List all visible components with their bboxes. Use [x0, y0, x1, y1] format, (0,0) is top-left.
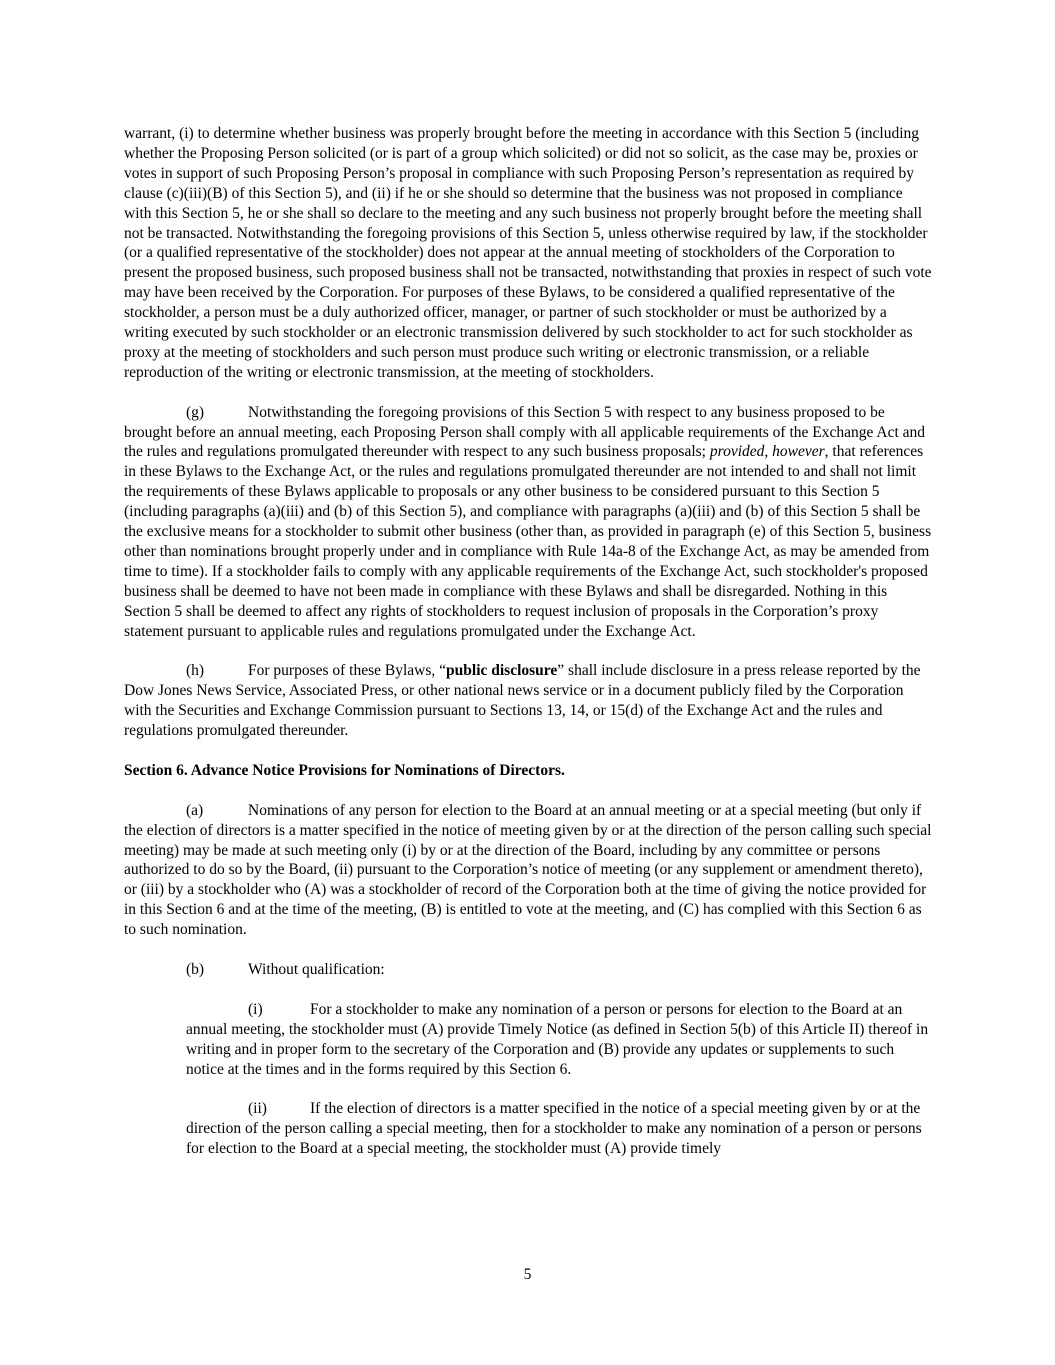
paragraph-warrant: warrant, (i) to determine whether business was properly brought before the meeting in accordance with this Section 5 (including whether the Proposing Person solicited (or is part of a group which solicited) or did not so solicit, as the case may be, proxies or votes in support of such Proposing Person’s proposal in compliance with such Proposing Person’s representation as required by clause (c)(iii)(B) of this Section 5), and (ii) if he or she should so determine that the business was not proposed in compliance with this Section 5, he or she shall so declare to the meeting and any such business not properly brought before the meeting shall not be transacted. Notwithstanding the foregoing provisions of this Section 5, unless otherwise required by law, if the stockholder (or a qualified representative of the stockholder) does not appear at the annual meeting of stockholders of the Corporation to present the proposed business, such proposed business shall not be transacted, notwithstanding that proxies in respect of such vote may have been received by the Corporation. For purposes of these Bylaws, to be considered a qualified representative of the stockholder, a person must be a duly authorized officer, manager, or partner of such stockholder or must be authorized by a writing executed by such stockholder or an electronic transmission delivered by such stockholder to act for such stockholder as proxy at the meeting of stockholders and such person must produce such writing or electronic transmission, or a reliable reproduction of the writing or electronic transmission, at the meeting of stockholders.: [124, 125, 932, 381]
page-number: 5: [523, 1266, 532, 1283]
section-6-heading: Section 6. Advance Notice Provisions for Nominations of Directors.: [124, 761, 565, 779]
paragraph-6b-label: (b): [186, 960, 205, 978]
paragraph-6b-ii-text: If the election of directors is a matter specified in the notice of a special meeting given by or at the direction of the person calling a special meeting, then for a stockholder to make any nomination of a person or persons for election to the Board at a special meeting, the stockholder must (A) provide timely: [186, 1100, 922, 1158]
paragraph-h-text-1: For purposes of these Bylaws, “: [248, 662, 447, 680]
paragraph-6b: [124, 960, 932, 980]
paragraph-h-label: (h): [186, 662, 205, 680]
paragraph-g: [124, 403, 932, 642]
paragraph-g-text-1: Notwithstanding the foregoing provisions of this Section 5 with respect to any business proposed to be brought before an annual meeting, each Proposing Person shall comply with all applicable requirements of the Exchange Act and the rules and regulations promulgated thereunder with respect to any such business proposals;: [124, 403, 926, 461]
paragraph-g-label: (g): [186, 403, 205, 421]
paragraph-6a-label: (a): [186, 801, 204, 819]
paragraph-6a-text: Nominations of any person for election to the Board at an annual meeting or at a special meeting (but only if the election of directors is a matter specified in the notice of meeting given by or at the direction of the person calling such special meeting) may be made at such meeting only (i) by or at the direction of the Board, including by any committee or persons authorized to do so by the Board, (ii) pursuant to the Corporation’s notice of meeting (or any supplement or amendment thereto), or (iii) by a stockholder who (A) was a stockholder of record of the Corporation both at the time of giving the notice provided for in this Section 6 and at the time of the meeting, (B) is entitled to vote at the meeting, and (C) has complied with this Section 6 as to such nomination.: [124, 801, 932, 939]
paragraph-h-text-2: ” shall include disclosure in a press release reported by the Dow Jones News Service, Associated Press, or other national news service or in a document publicly filed by the Corporation with the Securities and Exchange Commission pursuant to Sections 13, 14, or 15(d) of the Exchange Act and the rules and regulations promulgated thereunder.: [124, 662, 921, 740]
paragraph-g-italic: provided, however: [709, 443, 825, 461]
paragraph-h: [124, 661, 932, 741]
paragraph-6b-i-label: (i): [248, 1000, 263, 1018]
paragraph-6b-i: [186, 1000, 932, 1080]
paragraph-6b-ii: [186, 1099, 932, 1159]
document-page: [124, 124, 932, 1159]
paragraph-6b-text: Without qualification:: [248, 960, 385, 978]
paragraph-6b-i-text: For a stockholder to make any nomination of a person or persons for election to the Board at an annual meeting, the stockholder must (A) provide Timely Notice (as defined in Section 5(b) of this Article II) thereof in writing and in proper form to the secretary of the Corporation and (B) provide any updates or supplements to such notice at the times and in the forms required by this Section 6.: [186, 1000, 929, 1078]
paragraph-6b-ii-label: (ii): [248, 1100, 267, 1118]
paragraph-g-text-2: , that references in these Bylaws to the Exchange Act, or the rules and regulations promulgated thereunder are not intended to and shall not limit the requirements of these Bylaws applicable to proposals or any other business to be considered pursuant to this Section 5 (including paragraphs (a)(iii) and (b) of this Section 5), and compliance with paragraphs (a)(iii) and (b) of this Section 5 shall be the exclusive means for a stockholder to submit other business (other than, as provided in paragraph (e) of this Section 5, business other than nominations brought properly under and in compliance with Rule 14a-8 of the Exchange Act, as may be amended from time to time). If a stockholder fails to comply with any applicable requirements of the Exchange Act, such stockholder's proposed business shall be deemed to have not been made in compliance with these Bylaws and shall be disregarded. Nothing in this Section 5 shall be deemed to affect any rights of stockholders to request inclusion of proposals in the Corporation’s proxy statement pursuant to applicable rules and regulations promulgated under the Exchange Act.: [124, 443, 932, 640]
paragraph-h-bold-term: public disclosure: [446, 662, 558, 680]
paragraph-6a: [124, 801, 932, 940]
